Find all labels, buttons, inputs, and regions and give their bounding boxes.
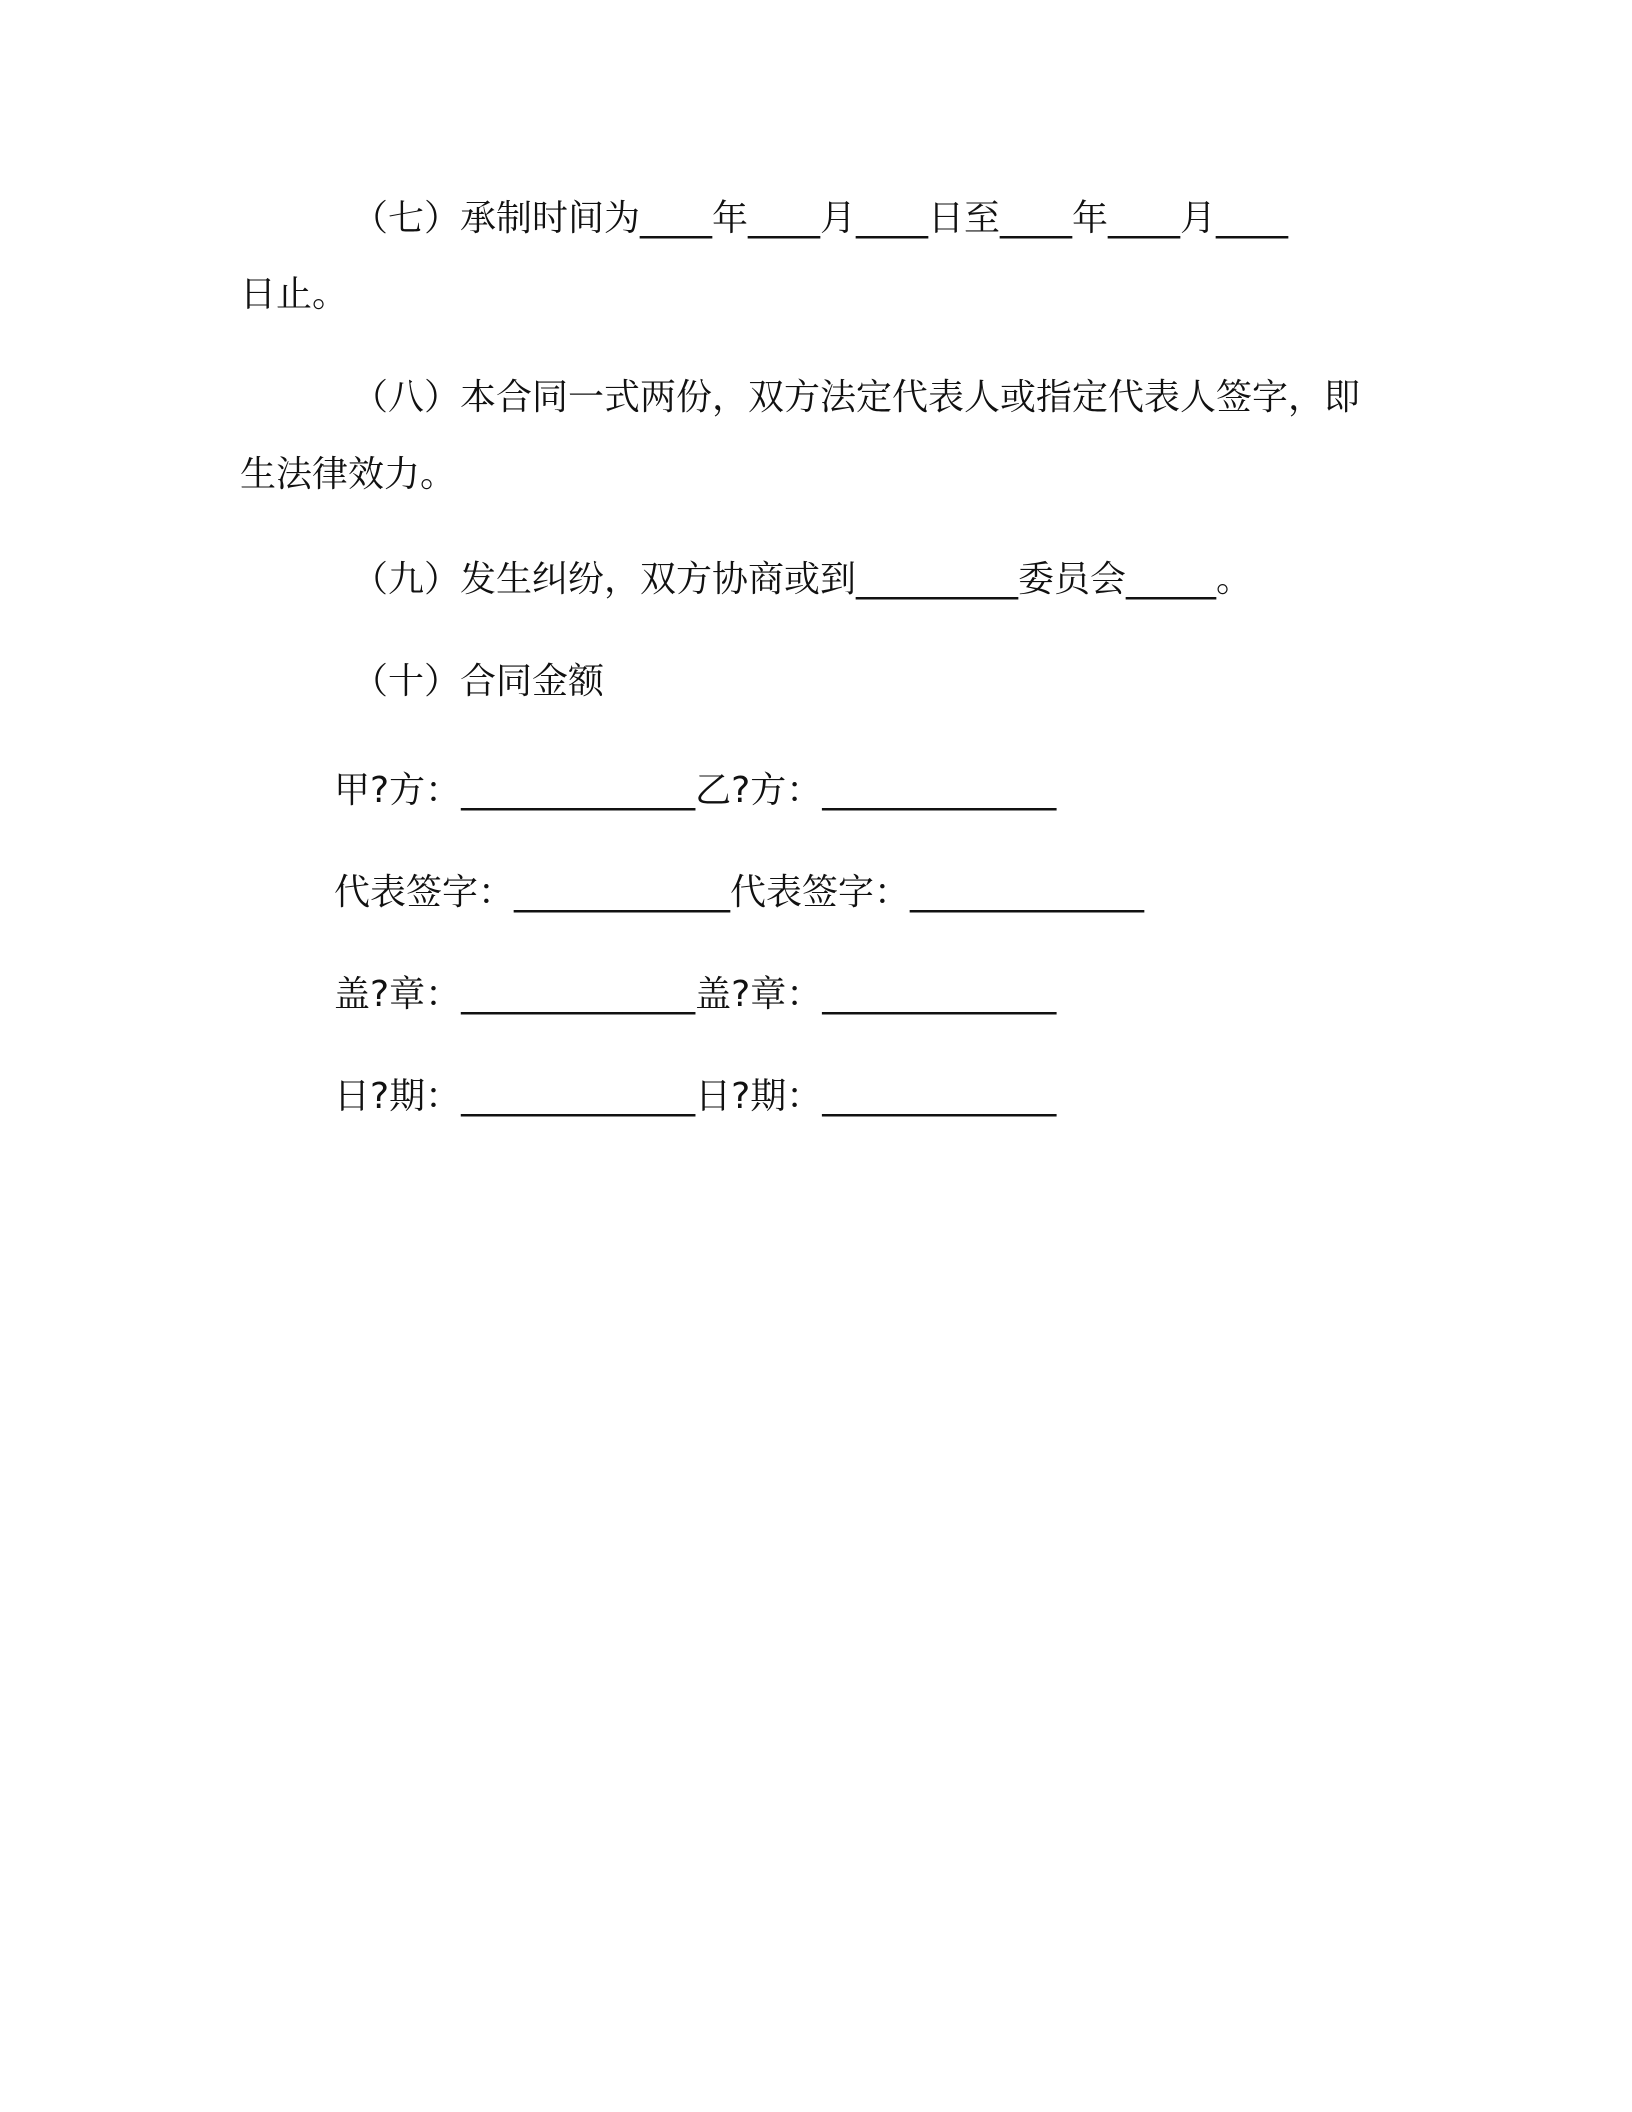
clause-7-line-1: （七）承制时间为____年____月____日至____年____月____ bbox=[352, 198, 1289, 239]
signature-date-row: 日?期：_____________日?期：_____________ bbox=[334, 1076, 1057, 1117]
signature-party-row: 甲?方：_____________乙?方：_____________ bbox=[334, 770, 1057, 811]
clause-9-text: （九）发生纠纷，双方协商或到_________委员会_____。 bbox=[352, 559, 1253, 600]
signature-representative-row: 代表签字：____________代表签字：_____________ bbox=[334, 872, 1145, 913]
clause-10-heading: （十）合同金额 bbox=[352, 661, 605, 702]
clause-8-line-2: 生法律效力。 bbox=[240, 454, 457, 495]
clause-7-line-2: 日止。 bbox=[240, 274, 349, 315]
clause-8-line-1: （八）本合同一式两份，双方法定代表人或指定代表人签字，即 bbox=[352, 377, 1361, 418]
signature-seal-row: 盖?章：_____________盖?章：_____________ bbox=[334, 974, 1057, 1015]
